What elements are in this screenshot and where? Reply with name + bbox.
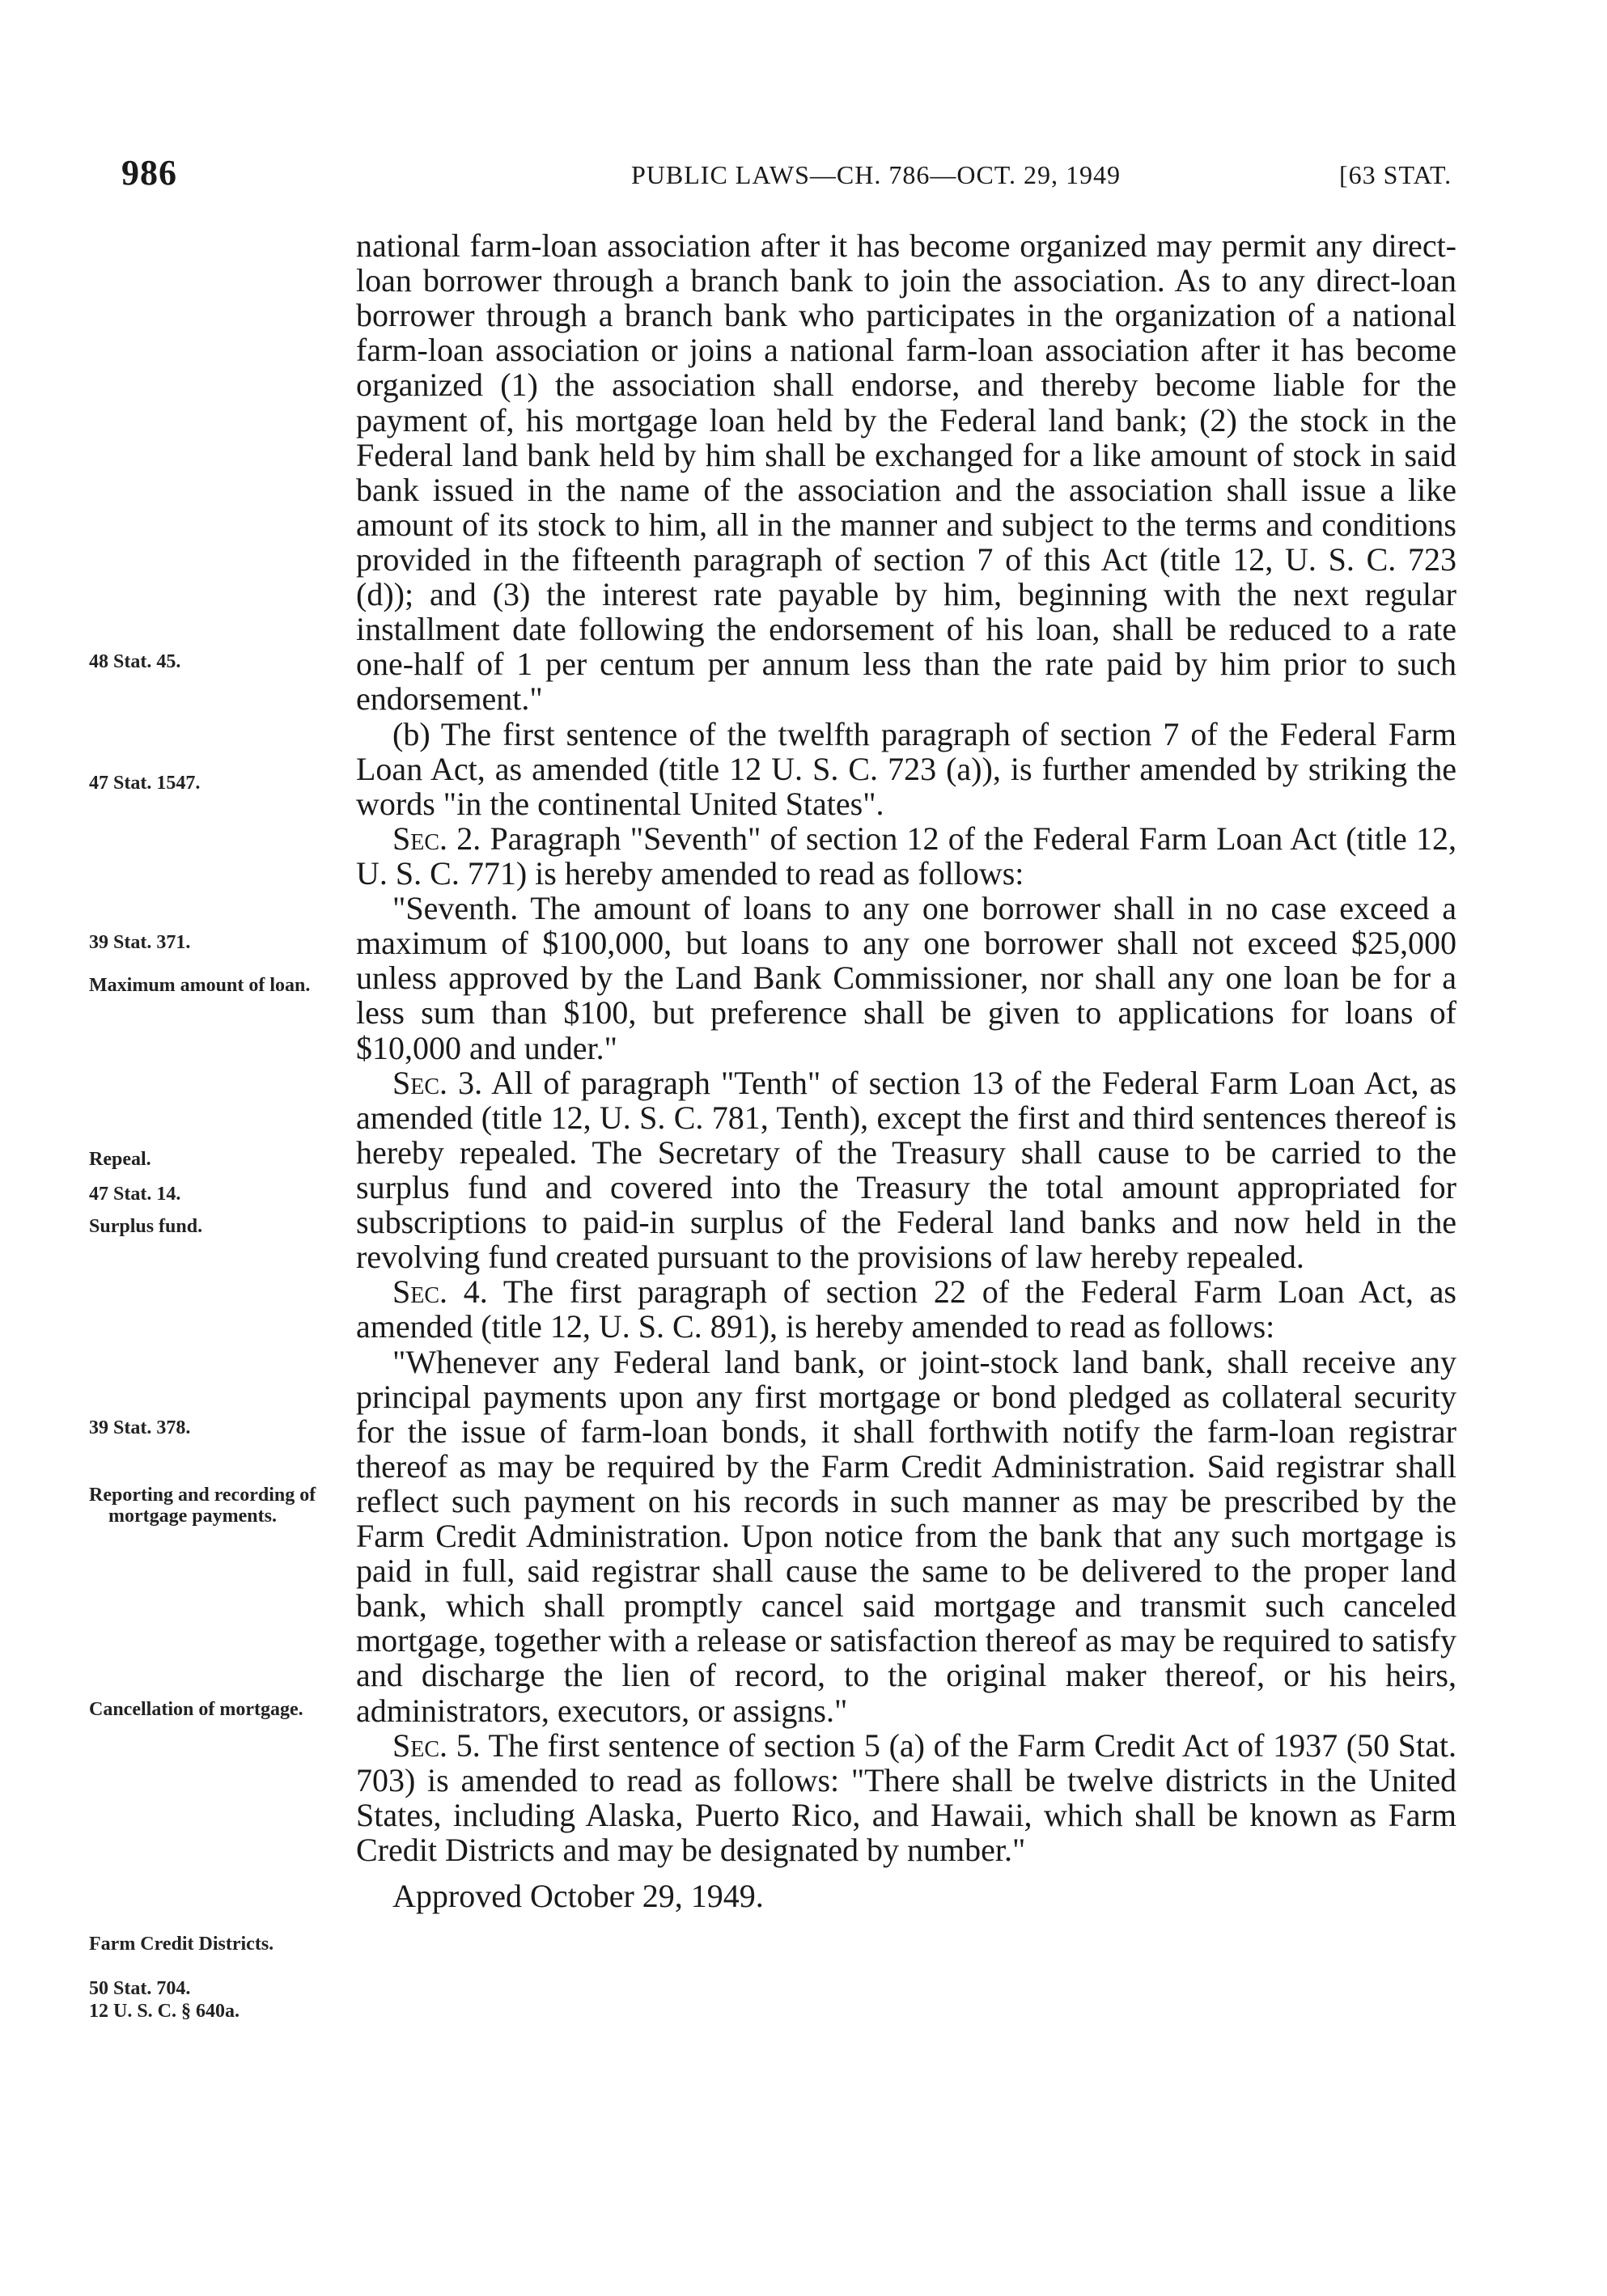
approval-date: Approved October 29, 1949. (392, 1878, 764, 1915)
running-title: PUBLIC LAWS—CH. 786—OCT. 29, 1949 (631, 160, 1121, 189)
section-3-label: Sec. 3. (392, 1064, 483, 1101)
margin-note-repeal: Repeal. (89, 1149, 151, 1170)
margin-note-stat-39-371: 39 Stat. 371. (89, 932, 191, 953)
section-4-label: Sec. 4. (392, 1273, 488, 1311)
margin-note-farm-credit-districts: Farm Credit Districts. (89, 1934, 274, 1955)
margin-note-cancellation: Cancellation of mortgage. (89, 1699, 303, 1720)
section-5-label: Sec. 5. (392, 1726, 481, 1764)
margin-note-reporting: Reporting and recording of mortgage payments. (89, 1485, 316, 1527)
paragraph-whenever: "Whenever any Federal land bank, or joint-stock land bank, shall receive any principal payments upon any first mortgage or bond pledged as collateral security for the issue of farm-loan bonds, it shall forthwith notify the farm-loan registrar thereof as may be required by the Farm Credit Administration. Said registrar shall reflect such payment on his records in such manner as may be prescribed by the Farm Credit Administration. Upon notice from the bank that any such mortgage is paid in full, said registrar shall cause the same to be delivered to the proper land bank, which shall promptly cancel said mortgage and transmit such canceled mortgage, together with a release or satisfaction thereof as may be required to satisfy and discharge the lien of record, to the original maker thereof, or his heirs, administrators, executors, or assigns." (356, 1343, 1456, 1729)
section-4-text: The first paragraph of section 22 of the Federal Farm Loan Act, as amended (title 12, U. S. C. 891), is hereby amended to read as follows: (356, 1273, 1456, 1345)
section-5-text: The first sentence of section 5 (a) of the Farm Credit Act of 1937 (50 Stat. 703) is amended to read as follows: "There shall be twelve districts in the United States, including Alaska, Puerto Rico, and Hawaii, which shall be known as Farm Credit Districts and may be designated by number." (356, 1726, 1456, 1869)
section-5 (356, 1728, 1456, 1867)
paragraph-seventh: "Seventh. The amount of loans to any one borrower shall in no case exceed a maximum of $100,000, but loans to any one borrower shall not exceed $25,000 unless approved by the Land Bank Commissioner, nor shall any one loan be for a less sum than $100, but preference shall be given to applications for loans of $10,000 and under." (356, 890, 1456, 1066)
section-2-label: Sec. 2. (392, 820, 481, 857)
section-3-text: All of paragraph "Tenth" of section 13 of the Federal Farm Loan Act, as amended (title 12, U. S. C. 781, Tenth), except the first and third sentences thereof is hereby repealed. The Secretary of the Treasury shall cause to be carried to the surplus fund and covered into the Treasury the total amount appropriated for subscriptions to paid-in surplus of the Federal land banks and now held in the revolving fund created pursuant to the provisions of law hereby repealed. (356, 1064, 1456, 1276)
margin-note-stat-47-14: 47 Stat. 14. (89, 1184, 181, 1205)
margin-note-surplus-fund: Surplus fund. (89, 1216, 203, 1237)
page-header (0, 152, 1607, 201)
paragraph-subsection-b: (b) The first sentence of the twelfth paragraph of section 7 of the Federal Farm Loan Act, as amended (title 12 U. S. C. 723 (a)), is further amended by striking the words "in the continental United States". (356, 715, 1456, 822)
section-2 (356, 821, 1456, 891)
volume-reference: [63 STAT. (1339, 160, 1452, 189)
margin-note-stat-48-45: 48 Stat. 45. (89, 651, 181, 672)
margin-note-stat-50-704: 50 Stat. 704. (89, 1978, 191, 1999)
section-2-text: Paragraph "Seventh" of section 12 of the Federal Farm Loan Act (title 12, U. S. C. 771) is hereby amended to read as follows: (356, 820, 1456, 892)
margin-note-usc-640a: 12 U. S. C. § 640a. (89, 2001, 240, 2022)
main-text-column (356, 228, 1456, 1913)
margin-note-stat-39-378: 39 Stat. 378. (89, 1417, 191, 1438)
page-number: 986 (121, 153, 177, 193)
paragraph-association-endorsement: national farm-loan association after it has become organized may permit any direct-loan borrower through a branch bank to join the association. As to any direct-loan borrower through a branch bank who participates in the organization of a national farm-loan association or joins a national farm-loan association after it has become organized (1) the association shall endorse, and thereby become liable for the payment of, his mortgage loan held by the Federal land bank; (2) the stock in the Federal land bank held by him shall be exchanged for a like amount of stock in said bank issued in the name of the association and the association shall issue a like amount of its stock to him, all in the manner and subject to the terms and conditions provided in the fifteenth paragraph of section 7 of this Act (title 12, U. S. C. 723 (d)); and (3) the interest rate payable by him, beginning with the next regular installment date following the endorsement of his loan, shall be reduced to a rate one-half of 1 per centum per annum less than the rate paid by him prior to such endorsement." (356, 227, 1456, 718)
margin-note-maximum-amount: Maximum amount of loan. (89, 975, 311, 996)
section-3 (356, 1065, 1456, 1275)
margin-note-stat-47-1547: 47 Stat. 1547. (89, 773, 201, 794)
section-4 (356, 1274, 1456, 1344)
